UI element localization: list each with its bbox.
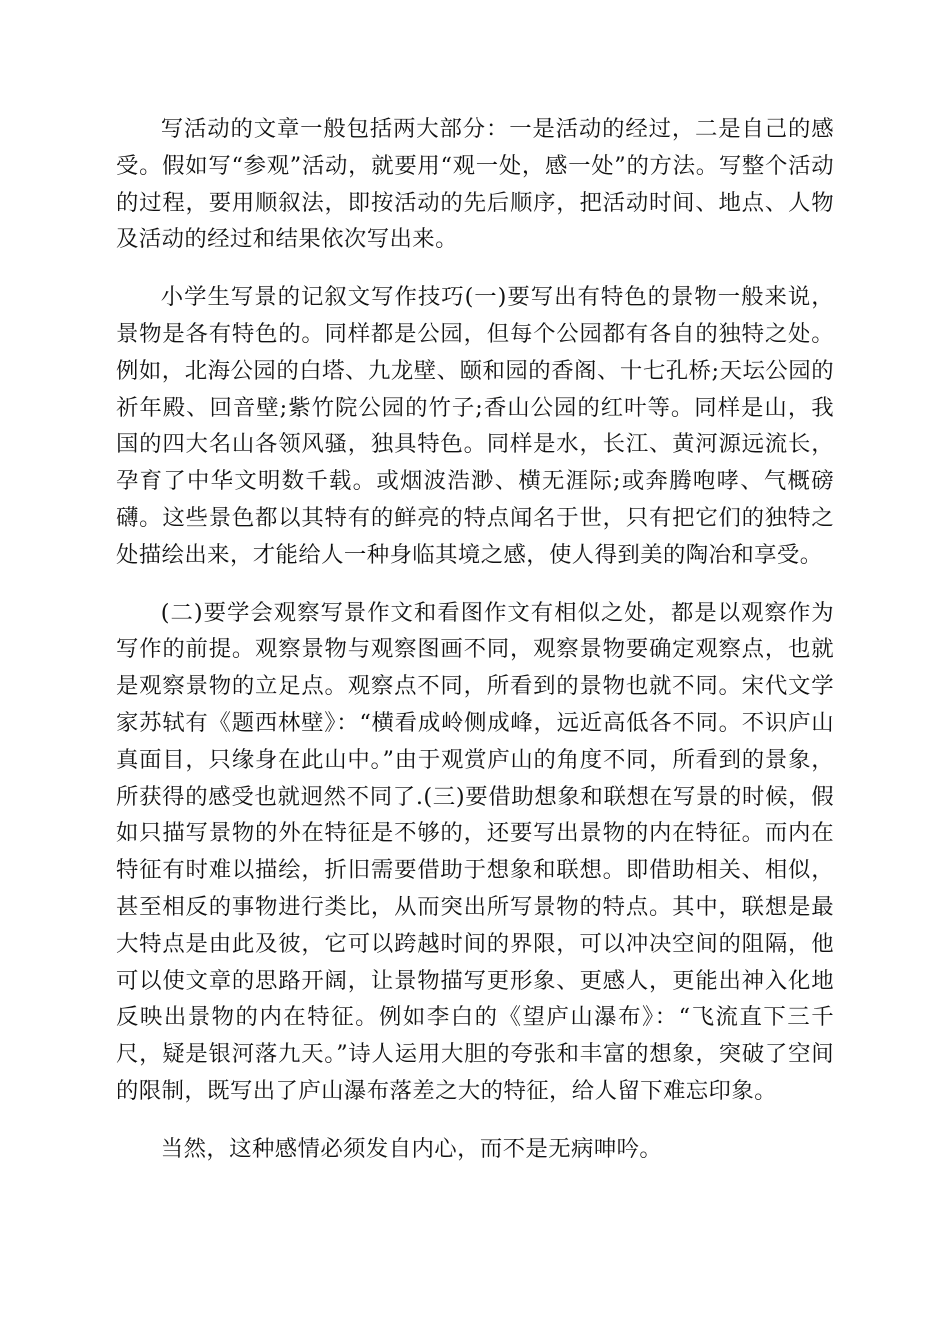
paragraph-observation-imagination: (二)要学会观察写景作文和看图作文有相似之处，都是以观察作为写作的前提。观察景物与观察图画不同，观察景物要确定观察点，也就是观察景物的立足点。观察点不同，所看到的景物也就不同。宋代文学家苏轼有《题西林壁》：“横看成岭侧成峰，远近高低各不同。不识庐山真面目，只缘身在此山中。”由于观赏庐山的角度不同，所看到的景象，所获得的感受也就迥然不同了.(三)要借助想象和联想在写景的时候，假如只描写景物的外在特征是不够的，还要写出景物的内在特征。而内在特征有时难以描绘，折旧需要借助于想象和联想。即借助相关、相似，甚至相反的事物进行类比，从而突出所写景物的特点。其中，联想是最大特点是由此及彼，它可以跨越时间的界限，可以冲决空间的阻隔，他可以使文章的思路开阔，让景物描写更形象、更感人，更能出神入化地反映出景物的内在特征。例如李白的《望庐山瀑布》：“飞流直下三千尺，疑是银河落九天。”诗人运用大胆的夸张和丰富的想象，突破了空间的限制，既写出了庐山瀑布落差之大的特征，给人留下难忘印象。 <box>116 599 834 1104</box>
paragraph-scenery-features: 小学生写景的记叙文写作技巧(一)要写出有特色的景物一般来说，景物是各有特色的。同样都是公园，但每个公园都有各自的独特之处。例如，北海公园的白塔、九龙壁、颐和园的香阁、十七孔桥;天坛公园的祈年殿、回音壁;紫竹院公园的竹子;香山公园的红叶等。同样是山，我国的四大名山各领风骚，独具特色。同样是水，长江、黄河源远流长，孕育了中华文明数千载。或烟波浩渺、横无涯际;或奔腾咆哮、气概磅礴。这些景色都以其特有的鲜亮的特点闻名于世，只有把它们的独特之处描绘出来，才能给人一种身临其境之感，使人得到美的陶冶和享受。 <box>116 284 834 568</box>
paragraph-conclusion: 当然，这种感情必须发自内心，而不是无病呻吟。 <box>160 1135 663 1162</box>
paragraph-activity-writing: 写活动的文章一般包括两大部分：一是活动的经过，二是自己的感受。假如写“参观”活动，就要用“观一处，感一处”的方法。写整个活动的过程，要用顺叙法，即按活动的先后顺序，把活动时间、地点、人物及活动的经过和结果依次写出来。 <box>116 116 834 253</box>
document-body <box>116 111 834 1189</box>
